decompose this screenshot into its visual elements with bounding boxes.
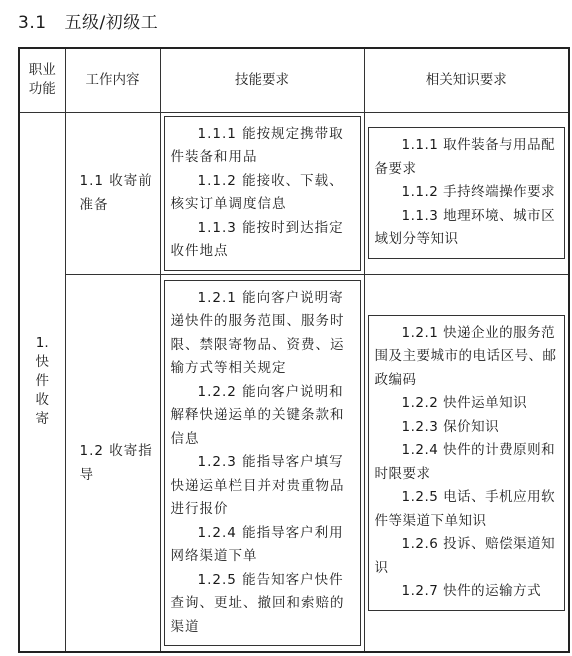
knowledge-item: 1.2.3 保价知识 [401,418,500,435]
skill-item: 1.2.5 能告知客户快件查询、更址、撤回和索赔的渠道 [170,571,345,635]
knowledge-item: 1.2.7 快件的运输方式 [401,583,542,600]
header-skills: 技能要求 [160,48,364,112]
content-cell-row1 [65,112,160,274]
skill-item: 1.2.1 能向客户说明寄递快件的服务范围、服务时限、禁限寄物品、资费、运输方式等相关规定 [170,289,345,376]
knowledge-item: 1.2.4 快件的计费原则和时限要求 [374,442,556,482]
skills-cell-row2 [160,274,364,652]
knowledge-item: 1.2.5 电话、手机应用软件等渠道下单知识 [374,489,556,529]
knowledge-item: 1.1.2 手持终端操作要求 [401,184,556,201]
skill-item: 1.1.3 能按时到达指定收件地点 [170,219,344,259]
skills-cell-row1 [160,112,364,274]
function-name: 1. 快件收寄 [35,335,49,428]
header-content: 工作内容 [65,48,160,112]
skill-item: 1.1.2 能接收、下载、核实订单调度信息 [170,172,344,212]
header-knowledge: 相关知识要求 [364,48,569,112]
function-cell [19,112,65,652]
content-cell-row2 [65,274,160,652]
knowledge-cell-row1 [364,112,569,274]
content-name: 1.2 收寄指导 [79,442,153,483]
knowledge-item: 1.1.1 取件装备与用品配备要求 [374,137,556,177]
knowledge-item: 1.2.1 快递企业的服务范围及主要城市的电话区号、邮政编码 [374,324,557,388]
skill-item: 1.2.4 能指导客户利用网络渠道下单 [170,524,344,564]
header-function: 职业功能 [19,48,65,112]
skill-item: 1.2.2 能向客户说明和解释快递运单的关键条款和信息 [170,383,345,447]
knowledge-item: 1.2.6 投诉、赔偿渠道知识 [374,536,556,576]
knowledge-item: 1.1.3 地理环境、城市区域划分等知识 [374,207,556,248]
skill-item: 1.1.1 能按规定携带取件装备和用品 [170,125,344,165]
section-heading [18,8,158,33]
section-title: 五级/初级工 [64,13,159,33]
knowledge-item: 1.2.2 快件运单知识 [401,395,528,412]
skills-standard-table [18,47,570,653]
knowledge-cell-row2 [364,274,569,652]
skill-item: 1.2.3 能指导客户填写快递运单栏目并对贵重物品进行报价 [170,454,345,517]
section-number: 3.1 [18,13,47,33]
content-name: 1.1 收寄前准备 [79,173,153,213]
